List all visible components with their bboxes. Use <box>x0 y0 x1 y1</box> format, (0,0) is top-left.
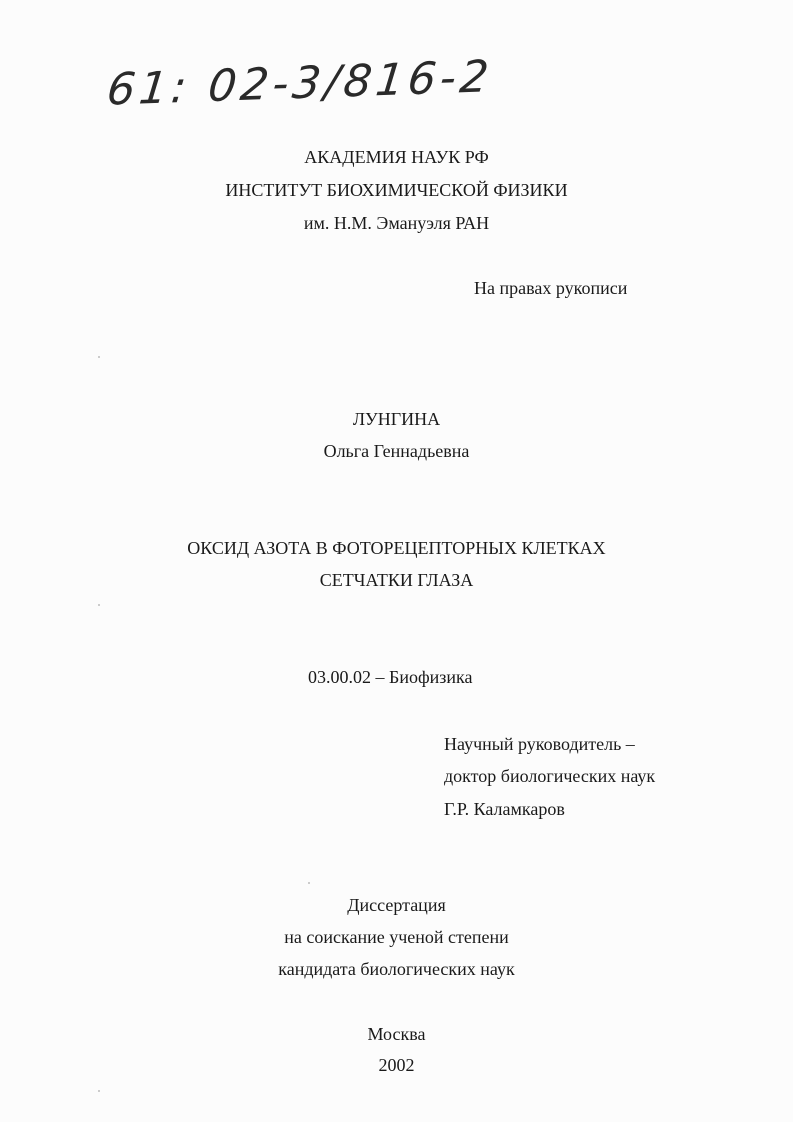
degree-name: кандидата биологических наук <box>278 959 515 979</box>
author-surname: ЛУНГИНА <box>352 409 441 429</box>
academy-heading: АКАДЕМИЯ НАУК РФ <box>304 147 489 167</box>
scan-speck <box>308 882 310 884</box>
rights-note: На правах рукописи <box>474 278 628 298</box>
scan-speck <box>98 1090 100 1092</box>
scan-speck <box>98 356 100 358</box>
year: 2002 <box>378 1055 415 1075</box>
degree-purpose: на соискание ученой степени <box>284 927 509 947</box>
institute-named-after: им. Н.М. Эмануэля РАН <box>303 213 490 233</box>
thesis-title-line-2: СЕТЧАТКИ ГЛАЗА <box>319 570 474 590</box>
author-name: Ольга Геннадьевна <box>323 441 470 461</box>
scan-speck <box>98 604 100 606</box>
dissertation-label: Диссертация <box>347 895 446 915</box>
institute-heading: ИНСТИТУТ БИОХИМИЧЕСКОЙ ФИЗИКИ <box>225 180 568 200</box>
supervisor-role: Научный руководитель – <box>444 734 635 754</box>
thesis-title-line-1: ОКСИД АЗОТА В ФОТОРЕЦЕПТОРНЫХ КЛЕТКАХ <box>187 538 606 558</box>
supervisor-name: Г.Р. Каламкаров <box>444 799 565 819</box>
handwritten-archive-number: 61: 02-3/816-2 <box>104 51 495 116</box>
specialty-code: 03.00.02 – Биофизика <box>308 667 473 687</box>
supervisor-degree: доктор биологических наук <box>444 766 656 786</box>
city: Москва <box>367 1024 426 1044</box>
